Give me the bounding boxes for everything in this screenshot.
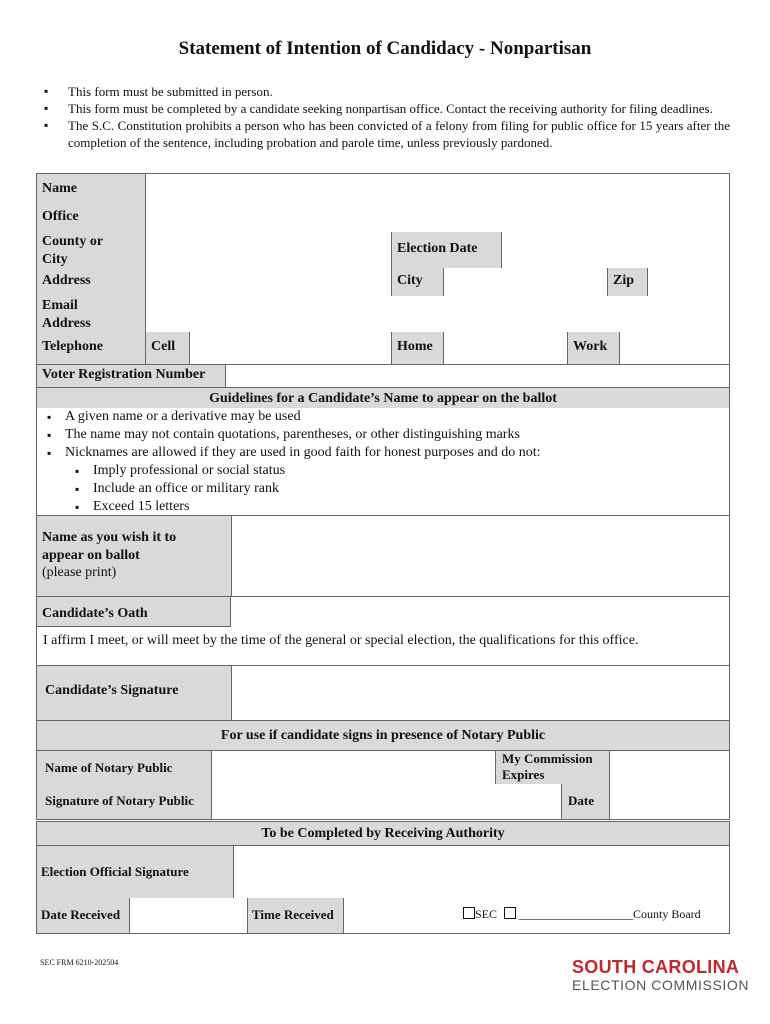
instruction-item: ▪ This form must be submitted in person. — [44, 83, 730, 100]
receiving-authority-box — [36, 821, 730, 934]
office-label: Office — [37, 204, 145, 232]
address-label: Address — [37, 268, 145, 296]
guideline-subitem: ▪ Exceed 15 letters — [37, 498, 717, 516]
candidate-info-table — [36, 173, 730, 365]
instructions-list — [44, 83, 730, 151]
home-field[interactable] — [443, 332, 567, 364]
date-received-field[interactable] — [129, 898, 247, 933]
city-field[interactable] — [443, 268, 607, 296]
zip-label: Zip — [607, 268, 647, 296]
notary-date-label: Date — [561, 784, 609, 819]
voter-registration-field[interactable] — [225, 365, 729, 387]
cell-label: Cell — [145, 332, 189, 364]
ballot-name-label: Name as you wish it to appear on ballot (please print) — [37, 516, 231, 596]
notary-signature-label: Signature of Notary Public — [37, 784, 211, 819]
election-date-label: Election Date — [391, 232, 501, 268]
guideline-item: ▪ Nicknames are allowed if they are used in good faith for honest purposes and do not: — [37, 444, 717, 462]
official-signature-field[interactable] — [233, 846, 729, 898]
guideline-item: ▪ The name may not contain quotations, parentheses, or other distinguishing marks — [37, 426, 717, 444]
work-label: Work — [567, 332, 619, 364]
guideline-subitem: ▪ Imply professional or social status — [37, 462, 717, 480]
guidelines-box — [36, 387, 730, 516]
notary-heading: For use if candidate signs in presence of Notary Public — [37, 721, 729, 751]
sec-checkbox[interactable] — [463, 907, 475, 919]
instruction-item: ▪ The S.C. Constitution prohibits a person who has been convicted of a felony from filing for public office for 15 years after the completion of the sentence, including probation and parole time, unless previously pardoned. — [44, 117, 730, 151]
home-label: Home — [391, 332, 443, 364]
instruction-item: ▪ This form must be completed by a candidate seeking nonpartisan office. Contact the receiving authority for filing deadlines. — [44, 100, 730, 117]
voter-registration-row — [36, 364, 730, 388]
sc-election-commission-logo — [572, 957, 749, 993]
oath-text: I affirm I meet, or will meet by the time of the general or special election, the qualifications for this office. — [43, 633, 639, 648]
candidate-signature-row — [36, 665, 730, 721]
guidelines-heading: Guidelines for a Candidate’s Name to appear on the ballot — [37, 388, 729, 408]
receiving-heading: To be Completed by Receiving Authority — [37, 822, 729, 846]
candidate-signature-field[interactable] — [231, 666, 729, 720]
work-field[interactable] — [619, 332, 729, 364]
logo-line-2: ELECTION COMMISSION — [572, 977, 750, 993]
name-label: Name — [37, 174, 145, 204]
ballot-name-field[interactable] — [231, 516, 729, 596]
logo-line-1: SOUTH CAROLINA — [572, 957, 740, 977]
official-signature-label: Election Official Signature — [37, 846, 233, 898]
county-board-label: County Board — [633, 907, 701, 921]
email-field[interactable] — [145, 296, 729, 332]
county-name-blank[interactable]: ___________________ — [519, 907, 634, 921]
office-field[interactable] — [145, 204, 729, 232]
form-id: SEC FRM 6210-202504 — [40, 958, 119, 967]
notary-box — [36, 720, 730, 820]
sec-label: SEC — [475, 907, 498, 921]
date-received-label: Date Received — [37, 898, 129, 933]
notary-signature-field[interactable] — [211, 784, 561, 819]
email-label: Email Address — [37, 296, 145, 332]
notary-name-field[interactable] — [211, 751, 495, 784]
commission-expires-label: My Commission Expires — [495, 751, 609, 784]
candidate-signature-label: Candidate’s Signature — [37, 666, 231, 720]
election-date-field[interactable] — [501, 232, 729, 268]
zip-field[interactable] — [647, 268, 729, 296]
received-by-options — [463, 907, 701, 922]
notary-date-field[interactable] — [609, 784, 729, 819]
cell-field[interactable] — [189, 332, 391, 364]
guideline-subitem: ▪ Include an office or military rank — [37, 480, 717, 498]
county-board-checkbox[interactable] — [504, 907, 516, 919]
guidelines-list — [37, 408, 717, 516]
address-field[interactable] — [145, 268, 391, 296]
name-field[interactable] — [145, 174, 729, 204]
oath-box — [36, 596, 730, 666]
city-label: City — [391, 268, 443, 296]
ballot-name-row — [36, 515, 730, 597]
county-city-field[interactable] — [145, 232, 391, 268]
oath-heading: Candidate’s Oath — [37, 597, 231, 627]
voter-registration-label: Voter Registration Number — [37, 365, 225, 387]
county-city-label: County or City — [37, 232, 145, 268]
commission-expires-field[interactable] — [609, 751, 729, 784]
notary-name-label: Name of Notary Public — [37, 751, 211, 784]
time-received-label: Time Received — [247, 898, 343, 933]
telephone-label: Telephone — [37, 332, 145, 364]
guideline-item: ▪ A given name or a derivative may be used — [37, 408, 717, 426]
page-title: Statement of Intention of Candidacy - Nonpartisan — [178, 38, 592, 59]
